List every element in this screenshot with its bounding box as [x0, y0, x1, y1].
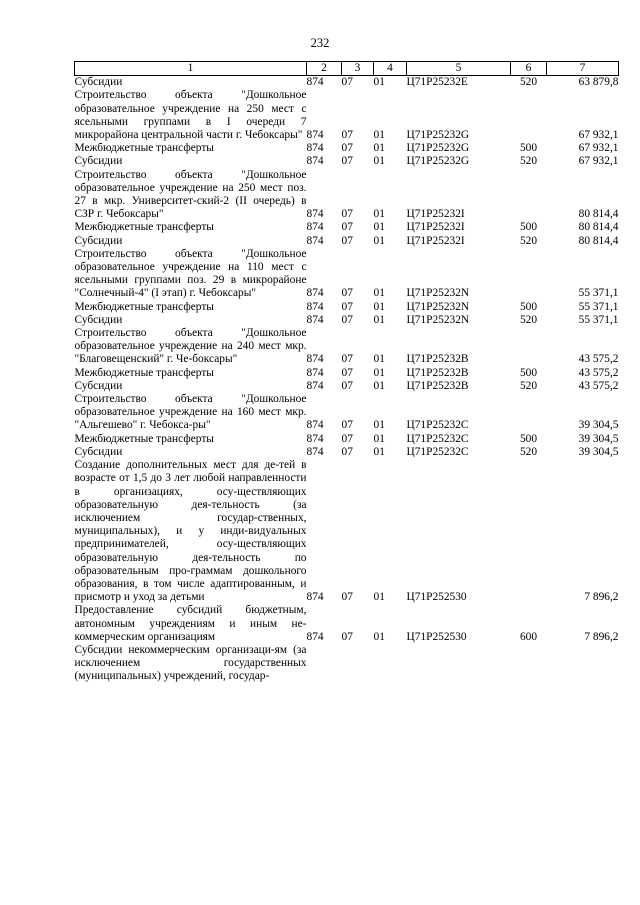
budget-item-name: Субсидии	[74, 155, 123, 168]
budget-item-name: Субсидии	[74, 445, 123, 458]
ministry-code	[307, 644, 342, 684]
ministry-code: 874	[306, 208, 324, 221]
ministry-code: 874	[306, 313, 324, 326]
ministry-code: 874	[306, 591, 324, 604]
target-article-code: Ц71P25232B	[406, 353, 469, 366]
section-code: 07	[341, 591, 353, 604]
budget-item-name: Межбюджетные трансферты	[74, 300, 214, 313]
amount-value: 80 814,4	[578, 221, 619, 234]
subsection-code: 01	[373, 129, 385, 142]
amount-value: 67 932,1	[578, 142, 619, 155]
target-article-code: Ц71P25232N	[406, 313, 470, 326]
amount-value	[547, 644, 619, 684]
table-row	[75, 155, 619, 168]
subsection-code: 01	[373, 366, 385, 379]
target-article-code: Ц71P25232G	[406, 142, 470, 155]
ministry-code: 874	[306, 76, 324, 89]
table-row	[75, 76, 619, 90]
page-number: 232	[310, 36, 330, 50]
table-row	[75, 89, 619, 142]
section-code: 07	[341, 379, 353, 392]
ministry-code: 874	[306, 432, 324, 445]
expense-type-code: 520	[519, 379, 538, 392]
target-article-code: Ц71P252530	[406, 630, 467, 643]
budget-item-name: Строительство объекта "Дошкольное образовательное учреждение на 250 мест с ясельными группами в I очереди 7 микрорайона центральной части г. Чебоксары"	[74, 89, 307, 142]
column-header: 6	[511, 62, 547, 76]
budget-item-name: Строительство объекта "Дошкольное образовательное учреждение на 250 мест поз. 27 в мкр. Университет-ский-2 (II очередь) в СЗР г. Чебоксары"	[74, 168, 307, 221]
subsection-code: 01	[373, 300, 385, 313]
section-code: 07	[341, 313, 353, 326]
amount-value: 39 304,5	[578, 445, 619, 458]
target-article-code: Ц71P25232I	[406, 234, 465, 247]
column-number-row	[75, 62, 619, 76]
amount-value: 80 814,4	[578, 208, 619, 221]
ministry-code: 874	[306, 300, 324, 313]
subsection-code: 01	[373, 419, 385, 432]
budget-table	[74, 61, 619, 684]
amount-value: 67 932,1	[578, 155, 619, 168]
section-code: 07	[341, 353, 353, 366]
section-code: 07	[341, 76, 353, 89]
expense-type-code	[511, 327, 547, 367]
ministry-code: 874	[306, 234, 324, 247]
expense-type-code: 520	[519, 155, 538, 168]
section-code: 07	[341, 630, 353, 643]
expense-type-code: 500	[519, 142, 538, 155]
budget-item-name: Межбюджетные трансферты	[74, 366, 214, 379]
amount-value: 43 575,2	[578, 366, 619, 379]
budget-item-name: Субсидии	[74, 76, 123, 89]
target-article-code: Ц71P25232N	[406, 287, 470, 300]
amount-value: 67 932,1	[578, 129, 619, 142]
target-article-code: Ц71P25232B	[406, 379, 469, 392]
table-row	[75, 393, 619, 433]
table-row	[75, 142, 619, 155]
section-code: 07	[341, 129, 353, 142]
target-article-code: Ц71P25232C	[406, 419, 469, 432]
target-article-code: Ц71P25232G	[406, 129, 470, 142]
amount-value: 43 575,2	[578, 353, 619, 366]
table-row	[75, 367, 619, 380]
section-code: 07	[341, 432, 353, 445]
column-header: 1	[75, 62, 307, 76]
budget-item-name: Строительство объекта "Дошкольное образовательное учреждение на 160 мест мкр. "Альгешево" г. Чебокса-ры"	[74, 393, 307, 432]
amount-value: 63 879,8	[578, 76, 619, 89]
section-code: 07	[341, 208, 353, 221]
ministry-code: 874	[306, 129, 324, 142]
target-article-code: Ц71P25232C	[406, 445, 469, 458]
amount-value: 7 896,2	[584, 591, 619, 604]
column-header: 4	[374, 62, 407, 76]
column-header: 2	[307, 62, 342, 76]
target-article-code: Ц71P25232G	[406, 155, 470, 168]
budget-item-name: Создание дополнительных мест для де-тей в возрасте от 1,5 до 3 лет любой направленности в организациях, осу-ществляющих образовательную дея-тельность (за исключением государ-ственных, муниципальных), и у инди-видуальных предпринимателей, осу-ществляющих образовательную дея-тельность по образовательным про-граммам дошкольного образования, в том числе адаптированным, и присмотр и уход за детьми	[74, 459, 307, 604]
table-row	[75, 314, 619, 327]
table-row	[75, 235, 619, 248]
section-code: 07	[341, 366, 353, 379]
expense-type-code: 520	[519, 313, 538, 326]
target-article-code: Ц71P25232N	[406, 300, 470, 313]
table-row	[75, 433, 619, 446]
ministry-code: 874	[306, 379, 324, 392]
subsection-code	[374, 644, 407, 684]
budget-item-name: Субсидии некоммерческим организаци-ям (за исключением государственных (муниципальных) учреждений, государ-	[74, 643, 307, 683]
section-code: 07	[341, 221, 353, 234]
amount-value: 55 371,1	[578, 300, 619, 313]
column-header: 7	[547, 62, 619, 76]
budget-item-name: Межбюджетные трансферты	[74, 221, 214, 234]
subsection-code: 01	[373, 155, 385, 168]
target-article-code: Ц71P25232C	[406, 432, 469, 445]
target-article-code: Ц71P25232B	[406, 366, 469, 379]
budget-item-name: Субсидии	[74, 379, 123, 392]
amount-value: 80 814,4	[578, 234, 619, 247]
table-row	[75, 380, 619, 393]
expense-type-code: 500	[519, 300, 538, 313]
subsection-code: 01	[373, 76, 385, 89]
subsection-code: 01	[373, 234, 385, 247]
table-row	[75, 169, 619, 222]
section-code: 07	[341, 419, 353, 432]
target-article-code: Ц71P252530	[406, 591, 467, 604]
ministry-code: 874	[306, 366, 324, 379]
target-article-code: Ц71P25232I	[406, 208, 465, 221]
table-row	[75, 644, 619, 684]
subsection-code: 01	[373, 208, 385, 221]
table-row	[75, 301, 619, 314]
section-code: 07	[341, 142, 353, 155]
section-code	[342, 644, 374, 684]
section-code: 07	[341, 300, 353, 313]
ministry-code: 874	[306, 287, 324, 300]
budget-item-name: Строительство объекта "Дошкольное образовательное учреждение на 110 мест с ясельными группами поз. 29 в микрорайоне "Солнечный-4" (I этап) г. Чебоксары"	[74, 247, 307, 300]
expense-type-code: 520	[519, 76, 538, 89]
expense-type-code	[511, 248, 547, 301]
column-header: 3	[342, 62, 374, 76]
table-row	[75, 446, 619, 459]
amount-value: 55 371,1	[578, 313, 619, 326]
budget-item-name: Субсидии	[74, 313, 123, 326]
ministry-code: 874	[306, 445, 324, 458]
table-row	[75, 221, 619, 234]
expense-type-code: 500	[519, 432, 538, 445]
expense-type-code: 600	[519, 630, 538, 643]
expense-type-code	[511, 169, 547, 222]
subsection-code: 01	[373, 313, 385, 326]
budget-item-name: Строительство объекта "Дошкольное образовательное учреждение на 240 мест мкр. "Благовещенский" г. Че-боксары"	[74, 327, 307, 366]
amount-value: 39 304,5	[578, 432, 619, 445]
amount-value: 55 371,1	[578, 287, 619, 300]
amount-value: 43 575,2	[578, 379, 619, 392]
subsection-code: 01	[373, 353, 385, 366]
ministry-code: 874	[306, 221, 324, 234]
expense-type-code: 520	[519, 234, 538, 247]
budget-item-name: Предоставление субсидий бюджетным, автономным учреждениям и иным не-коммерческим организациям	[74, 604, 307, 643]
subsection-code: 01	[373, 445, 385, 458]
subsection-code: 01	[373, 142, 385, 155]
ministry-code: 874	[306, 630, 324, 643]
expense-type-code: 500	[519, 366, 538, 379]
subsection-code: 01	[373, 591, 385, 604]
section-code: 07	[341, 287, 353, 300]
ministry-code: 874	[306, 353, 324, 366]
table-row	[75, 248, 619, 301]
budget-item-name: Субсидии	[74, 234, 123, 247]
table-row	[75, 327, 619, 367]
table-row	[75, 459, 619, 604]
target-article-code: Ц71P25232I	[406, 221, 465, 234]
section-code: 07	[341, 234, 353, 247]
subsection-code: 01	[373, 221, 385, 234]
amount-value: 39 304,5	[578, 419, 619, 432]
target-article-code: Ц71P25232E	[406, 76, 468, 89]
expense-type-code	[511, 459, 547, 604]
subsection-code: 01	[373, 287, 385, 300]
budget-item-name: Межбюджетные трансферты	[74, 142, 214, 155]
expense-type-code: 520	[519, 445, 538, 458]
expense-type-code: 500	[519, 221, 538, 234]
expense-type-code	[511, 644, 547, 684]
section-code: 07	[341, 155, 353, 168]
ministry-code: 874	[306, 419, 324, 432]
table-row	[75, 604, 619, 644]
subsection-code: 01	[373, 630, 385, 643]
expense-type-code	[511, 89, 547, 142]
amount-value: 7 896,2	[584, 630, 619, 643]
target-article-code	[407, 644, 511, 684]
ministry-code: 874	[306, 142, 324, 155]
subsection-code: 01	[373, 432, 385, 445]
column-header: 5	[407, 62, 511, 76]
budget-item-name: Межбюджетные трансферты	[74, 432, 214, 445]
ministry-code: 874	[306, 155, 324, 168]
expense-type-code	[511, 393, 547, 433]
section-code: 07	[341, 445, 353, 458]
subsection-code: 01	[373, 379, 385, 392]
